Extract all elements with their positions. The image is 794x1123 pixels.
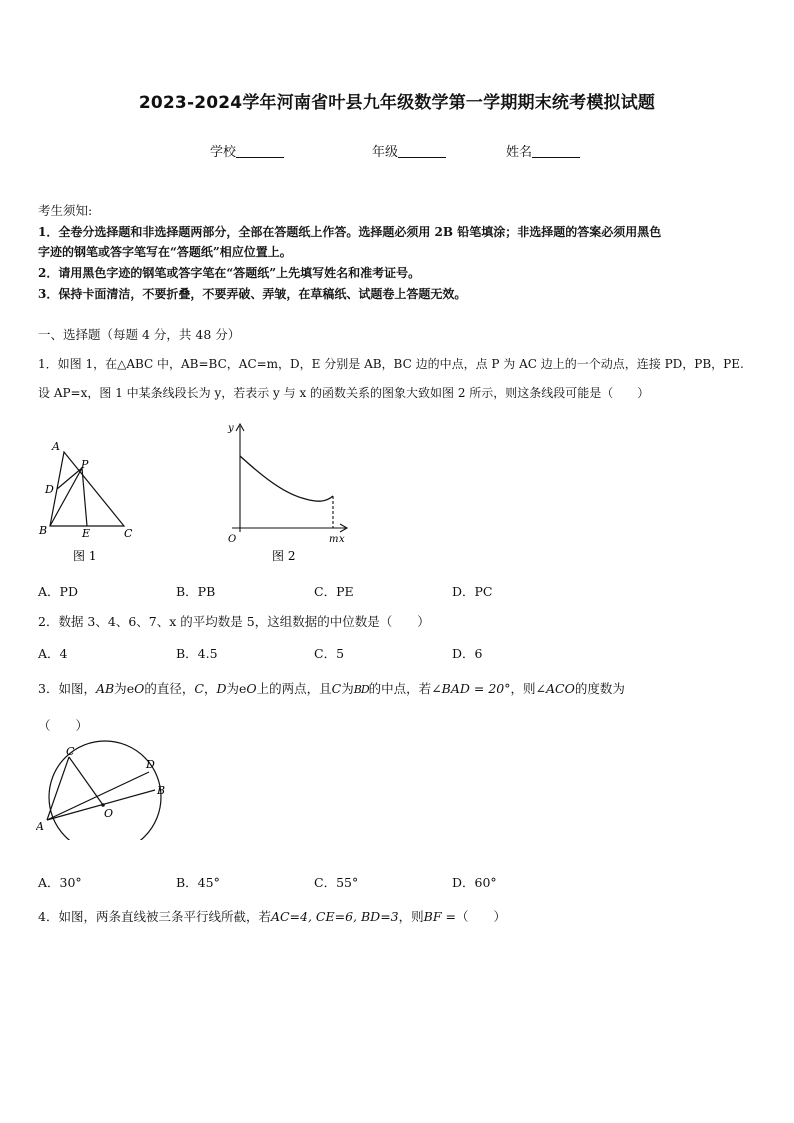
label-m: m	[329, 534, 339, 545]
q3-text-9: 的度数为	[574, 681, 625, 696]
label-a: A	[52, 440, 60, 453]
q3-c-2: C	[331, 681, 342, 696]
name-label: 姓名	[506, 145, 533, 160]
label-c: C	[124, 527, 133, 540]
segment-co	[69, 757, 103, 805]
label-y: y	[228, 423, 234, 434]
q4-text	[38, 907, 506, 927]
name-blank	[532, 144, 580, 158]
q1-option-d[interactable]: D．PC	[452, 584, 493, 599]
school-label: 学校	[210, 145, 237, 160]
school-field	[210, 141, 284, 160]
q3-text-3: ，	[203, 681, 217, 696]
label-x: x	[339, 534, 345, 545]
notice-item-1-line-2: 字迹的钢笔或答字笔写在“答题纸”相应位置上。	[38, 245, 292, 259]
label-e: E	[82, 527, 91, 540]
q1-options	[38, 582, 598, 602]
q3-option-b[interactable]: B．45°	[176, 875, 220, 890]
figure-2-caption: 图 2	[272, 549, 296, 563]
q3-option-a[interactable]: A．30°	[38, 875, 82, 890]
q2-option-a[interactable]: A．4	[38, 646, 68, 661]
q3-answer-paren: （ ）	[38, 718, 89, 733]
circle-symbol-1: e	[126, 681, 135, 696]
label-o: O	[228, 534, 237, 545]
q4-mid: ，则	[398, 909, 424, 924]
grade-blank	[398, 144, 446, 158]
q3-arc-bd: BD	[353, 683, 369, 696]
q2-text: 2．数据 3、4、6、7、x 的平均数是 5，这组数据的中位数是（ ）	[38, 614, 430, 629]
q1-figure-1-triangle	[30, 432, 150, 567]
label-d: D	[146, 758, 155, 771]
q3-text-2: 的直径，	[144, 681, 195, 696]
label-c: C	[66, 745, 75, 758]
q2-option-c[interactable]: C．5	[314, 646, 345, 661]
q3-text-6: 为	[341, 681, 354, 696]
q1-option-b[interactable]: B．PB	[176, 584, 216, 599]
segment-pb	[50, 468, 82, 526]
q2-option-d[interactable]: D．6	[452, 646, 483, 661]
q1-option-c[interactable]: C．PE	[314, 584, 354, 599]
q3-text-4: 为	[226, 681, 239, 696]
label-a: A	[36, 820, 44, 833]
q3-d-1: D	[216, 681, 227, 696]
function-curve	[240, 456, 333, 501]
notice-item-3: 3．保持卡面清洁，不要折叠，不要弄破、弄皱，在草稿纸、试题卷上答题无效。	[38, 287, 467, 301]
q3-option-c[interactable]: C．55°	[314, 875, 359, 890]
label-o: O	[104, 807, 114, 820]
q1-line-1: 1．如图 1，在△ABC 中，AB=BC，AC=m，D，E 分别是 AB，BC 边的中点，点 P 为 AC 边上的一个动点，连接 PD，PB，PE.	[38, 357, 744, 371]
q3-o-2: O	[246, 681, 257, 696]
q4-bf: BF =	[423, 909, 456, 924]
figure-1-caption: 图 1	[73, 549, 97, 563]
q3-text-1: 为	[114, 681, 127, 696]
label-d: D	[45, 483, 54, 496]
q1-option-a[interactable]: A．PD	[38, 584, 78, 599]
grade-label: 年级	[372, 145, 399, 160]
notice-heading: 考生须知:	[38, 203, 93, 218]
notice-item-2: 2．请用黑色字迹的钢笔或答字笔在“答题纸”上先填写姓名和准考证号。	[38, 266, 421, 280]
section-heading: 一、选择题（每题 4 分，共 48 分）	[38, 327, 241, 342]
name-field	[506, 141, 580, 160]
label-p: P	[81, 458, 89, 471]
q3-o-1: O	[134, 681, 145, 696]
q3-line-1	[38, 679, 625, 700]
q4-condition: AC=4, CE=6, BD=3	[270, 909, 399, 924]
q3-text-8: ，则	[510, 681, 536, 696]
circle-symbol-2: e	[239, 681, 247, 696]
grade-field	[372, 141, 446, 160]
label-b: B	[39, 524, 48, 537]
q3-option-d[interactable]: D．60°	[452, 875, 497, 890]
q4-prefix: 4．如图，两条直线被三条平行线所截，若	[38, 909, 271, 924]
school-blank	[236, 144, 284, 158]
q1-figure-2-graph	[222, 420, 357, 568]
q1-line-2: 设 AP=x，图 1 中某条线段长为 y，若表示 y 与 x 的函数关系的图象大致如图 2 所示，则这条线段可能是（ ）	[38, 386, 650, 400]
q3-angle-aco: ∠ACO	[535, 681, 575, 696]
q3-text-7: 的中点，若	[368, 681, 432, 696]
page-title: 2023-2024学年河南省叶县九年级数学第一学期期末统考模拟试题	[138, 93, 656, 113]
q2-options	[38, 644, 598, 664]
q3-figure-circle	[36, 740, 171, 840]
q4-answer-paren: （ ）	[455, 909, 506, 924]
q2-option-b[interactable]: B．4.5	[176, 646, 218, 661]
q3-options	[38, 873, 598, 893]
notice-item-1-line-1: 1．全卷分选择题和非选择题两部分，全部在答题纸上作答。选择题必须用 2B 铅笔填涂；非选择题的答案必须用黑色	[38, 225, 662, 239]
q3-c-1: C	[194, 681, 204, 696]
q3-prefix: 3．如图，	[38, 681, 96, 696]
label-b: B	[157, 784, 166, 797]
q3-text-5: 上的两点，且	[256, 681, 332, 696]
q3-angle-bad: ∠BAD = 20°	[431, 681, 511, 696]
q3-ab: AB	[95, 681, 115, 696]
